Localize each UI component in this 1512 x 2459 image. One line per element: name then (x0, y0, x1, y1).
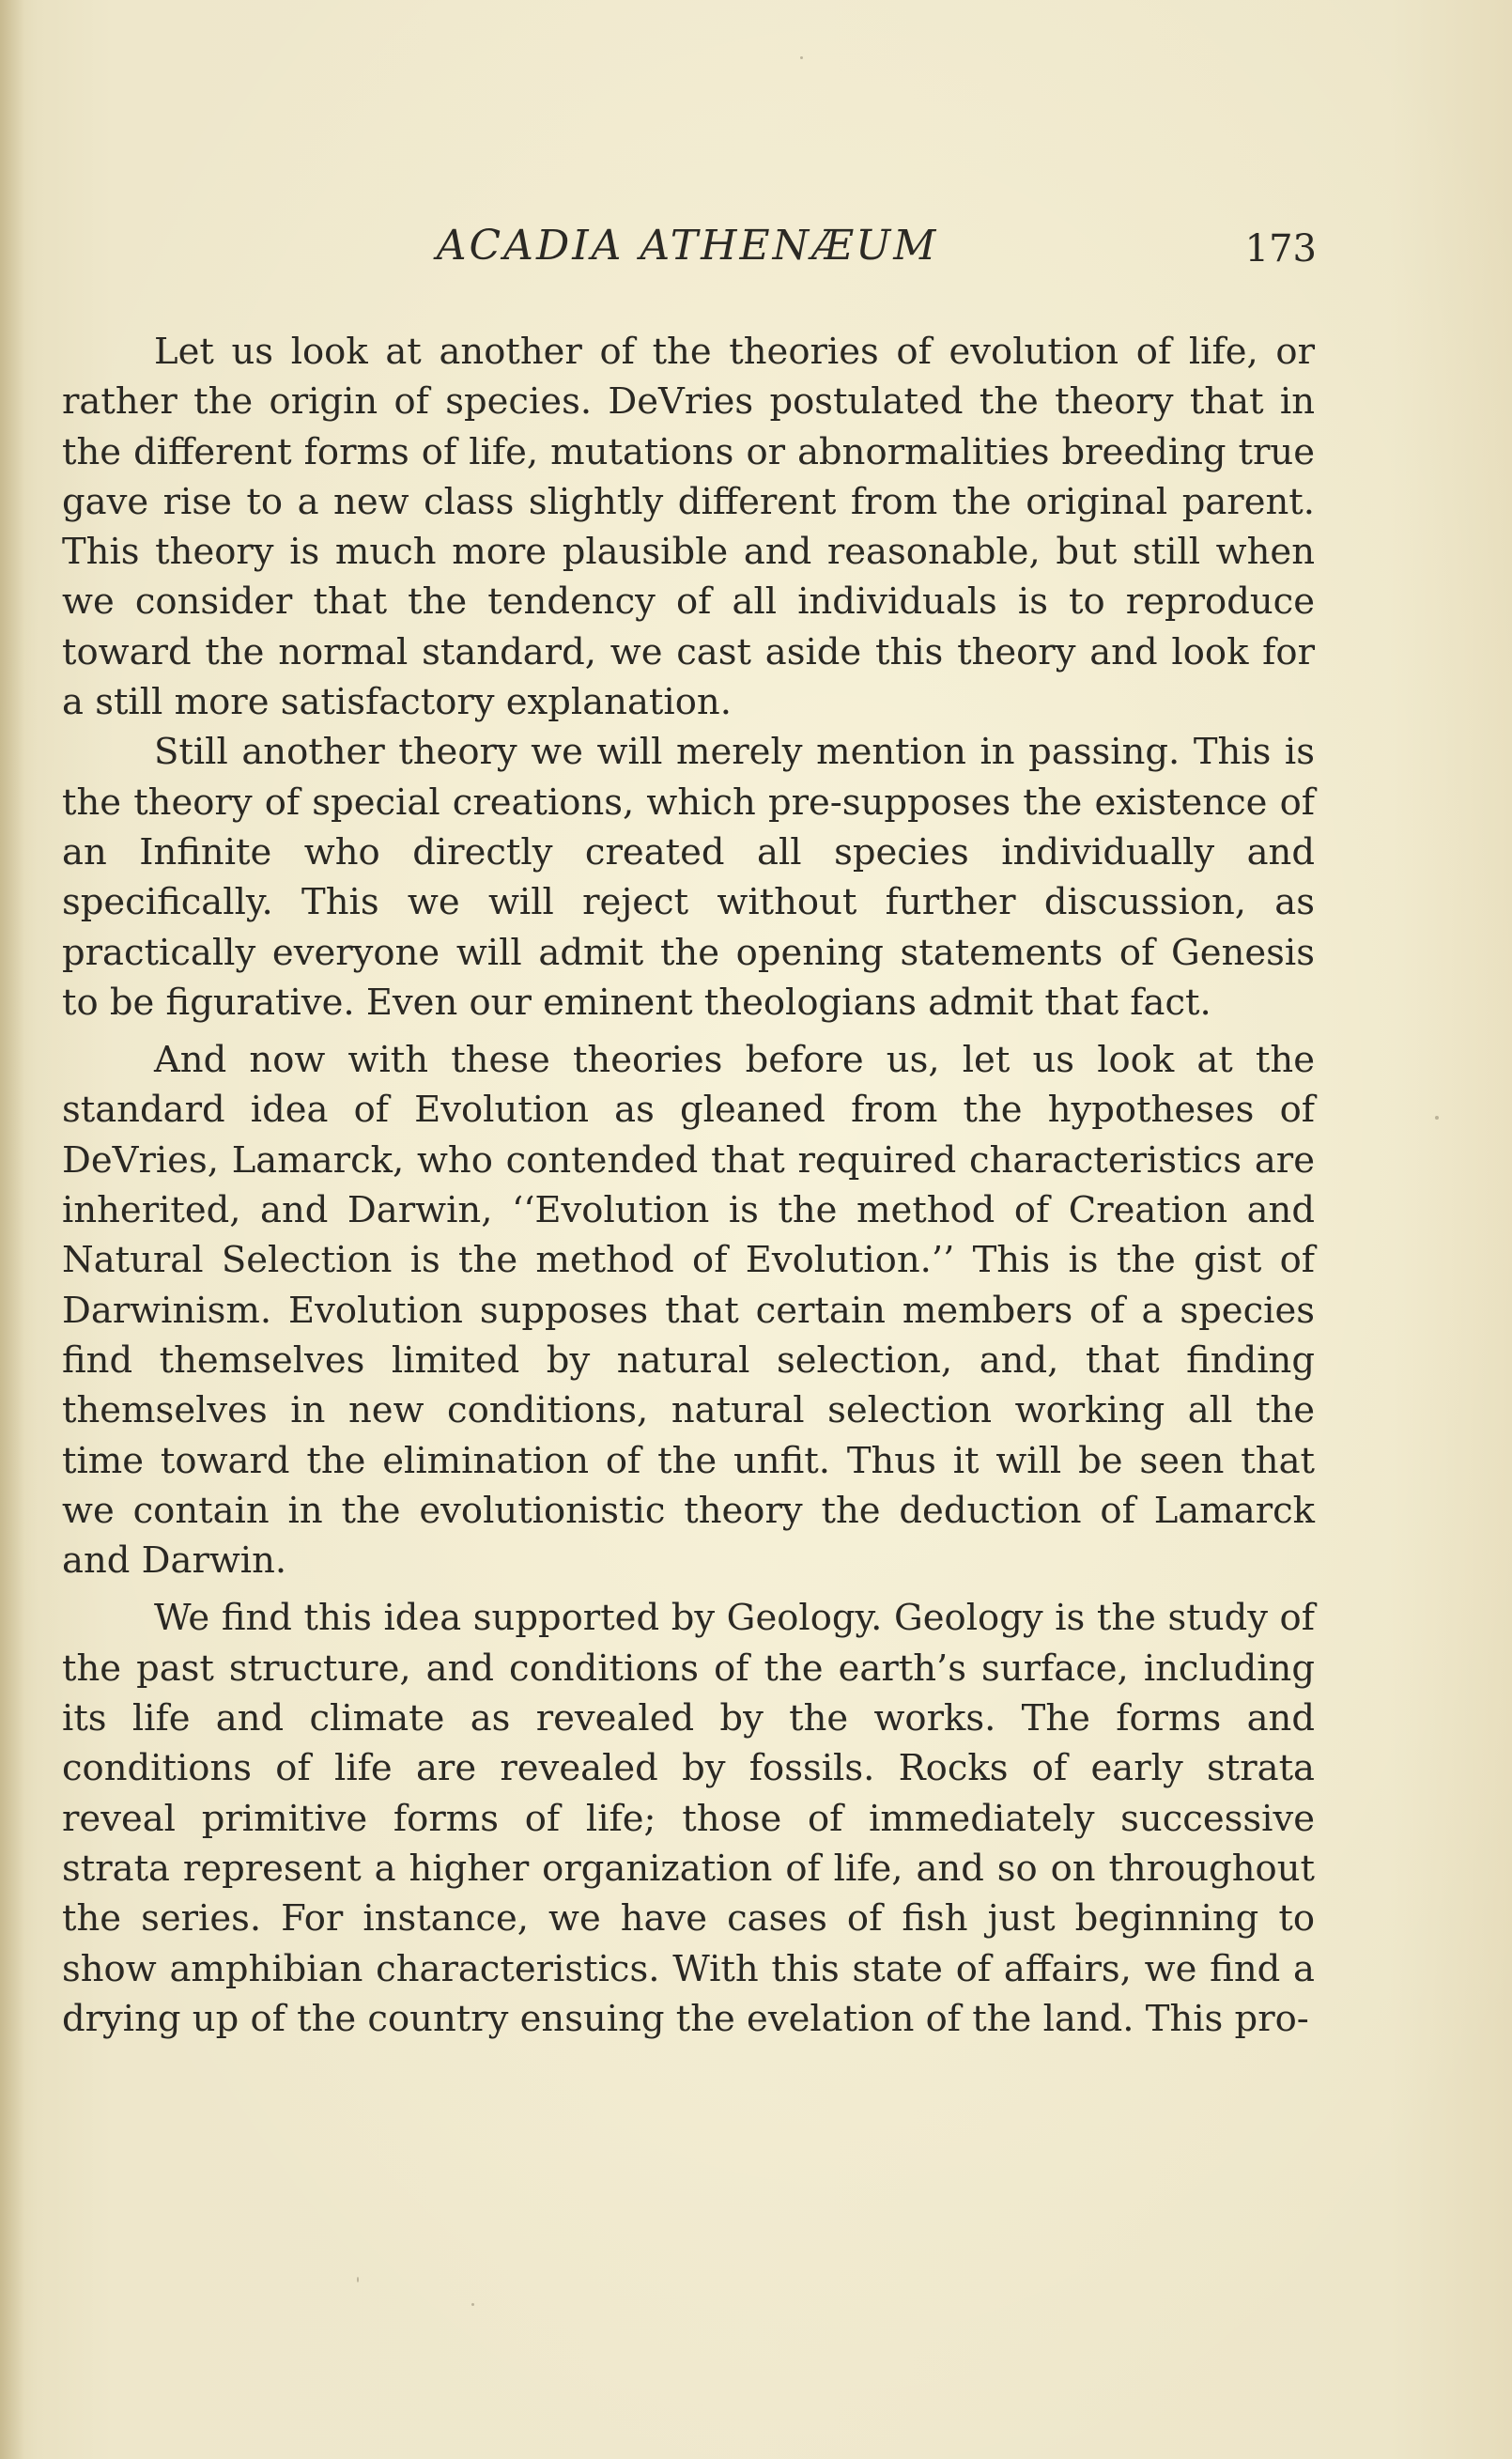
journal-title: ACADIA ATHENÆUM (436, 222, 939, 270)
paragraph-standard-evolution: And now with these theories before us, let us look at the standard idea of Evolution as gleaned from the hypotheses of DeVries, Lamarck, who contended that required characteristics are inherited, and Darwin, ‘‘Evolution is the method of Creation and Natural Selection is the method of Evolution.’’ This is the gist of Darwinism. Evolution supposes that certain members of a species find themselves limited by natural selection, and, that finding themselves in new conditions, natural selection working all the time toward the elimination of the unfit. Thus it will be seen that we contain in the evolutionistic theory the deduction of Lamarck and Darwin. (62, 1039, 1315, 1583)
paragraph-devries-mutations: Let us look at another of the theories of evolution of life, or rather the origin of species. DeVries postulated the theory that in the different forms of life, mutations or abnormalities breeding true gave rise to a new class slightly different from the original parent. This theory is much more plausible and reasonable, but still when we consider that the tendency of all individuals is to reproduce toward the normal standard, we cast aside this theory and look for a still more satisfactory explanation. (62, 331, 1315, 724)
paper-speck (357, 2277, 359, 2282)
article-body (62, 327, 1315, 2051)
page-number: 173 (1244, 227, 1317, 271)
running-head (60, 222, 1315, 287)
paragraph-geology: We find this idea supported by Geology. Geology is the study of the past structure, and conditions of the earth’s surface, including its life and climate as revealed by the works. The forms and conditions of life are revealed by fossils. Rocks of early strata reveal primitive forms of life; those of immediately successive strata represent a higher organization of life, and so on throughout the series. For instance, we have cases of fish just beginning to show amphibian characteristics. With this state of affairs, we find a drying up of the country ensuing the evelation of the land. This pro- (62, 1597, 1315, 2040)
paragraph-special-creations: Still another theory we will merely mention in passing. This is the theory of special creations, which pre-supposes the existence of an Infinite who directly created all species individually and specifically. This we will reject without further discussion, as practically everyone will admit the opening statements of Genesis to be figurative. Even our eminent theologians admit that fact. (62, 731, 1315, 1024)
paper-speck (471, 2303, 474, 2306)
paper-speck (1435, 1116, 1439, 1120)
paper-speck (800, 56, 803, 59)
